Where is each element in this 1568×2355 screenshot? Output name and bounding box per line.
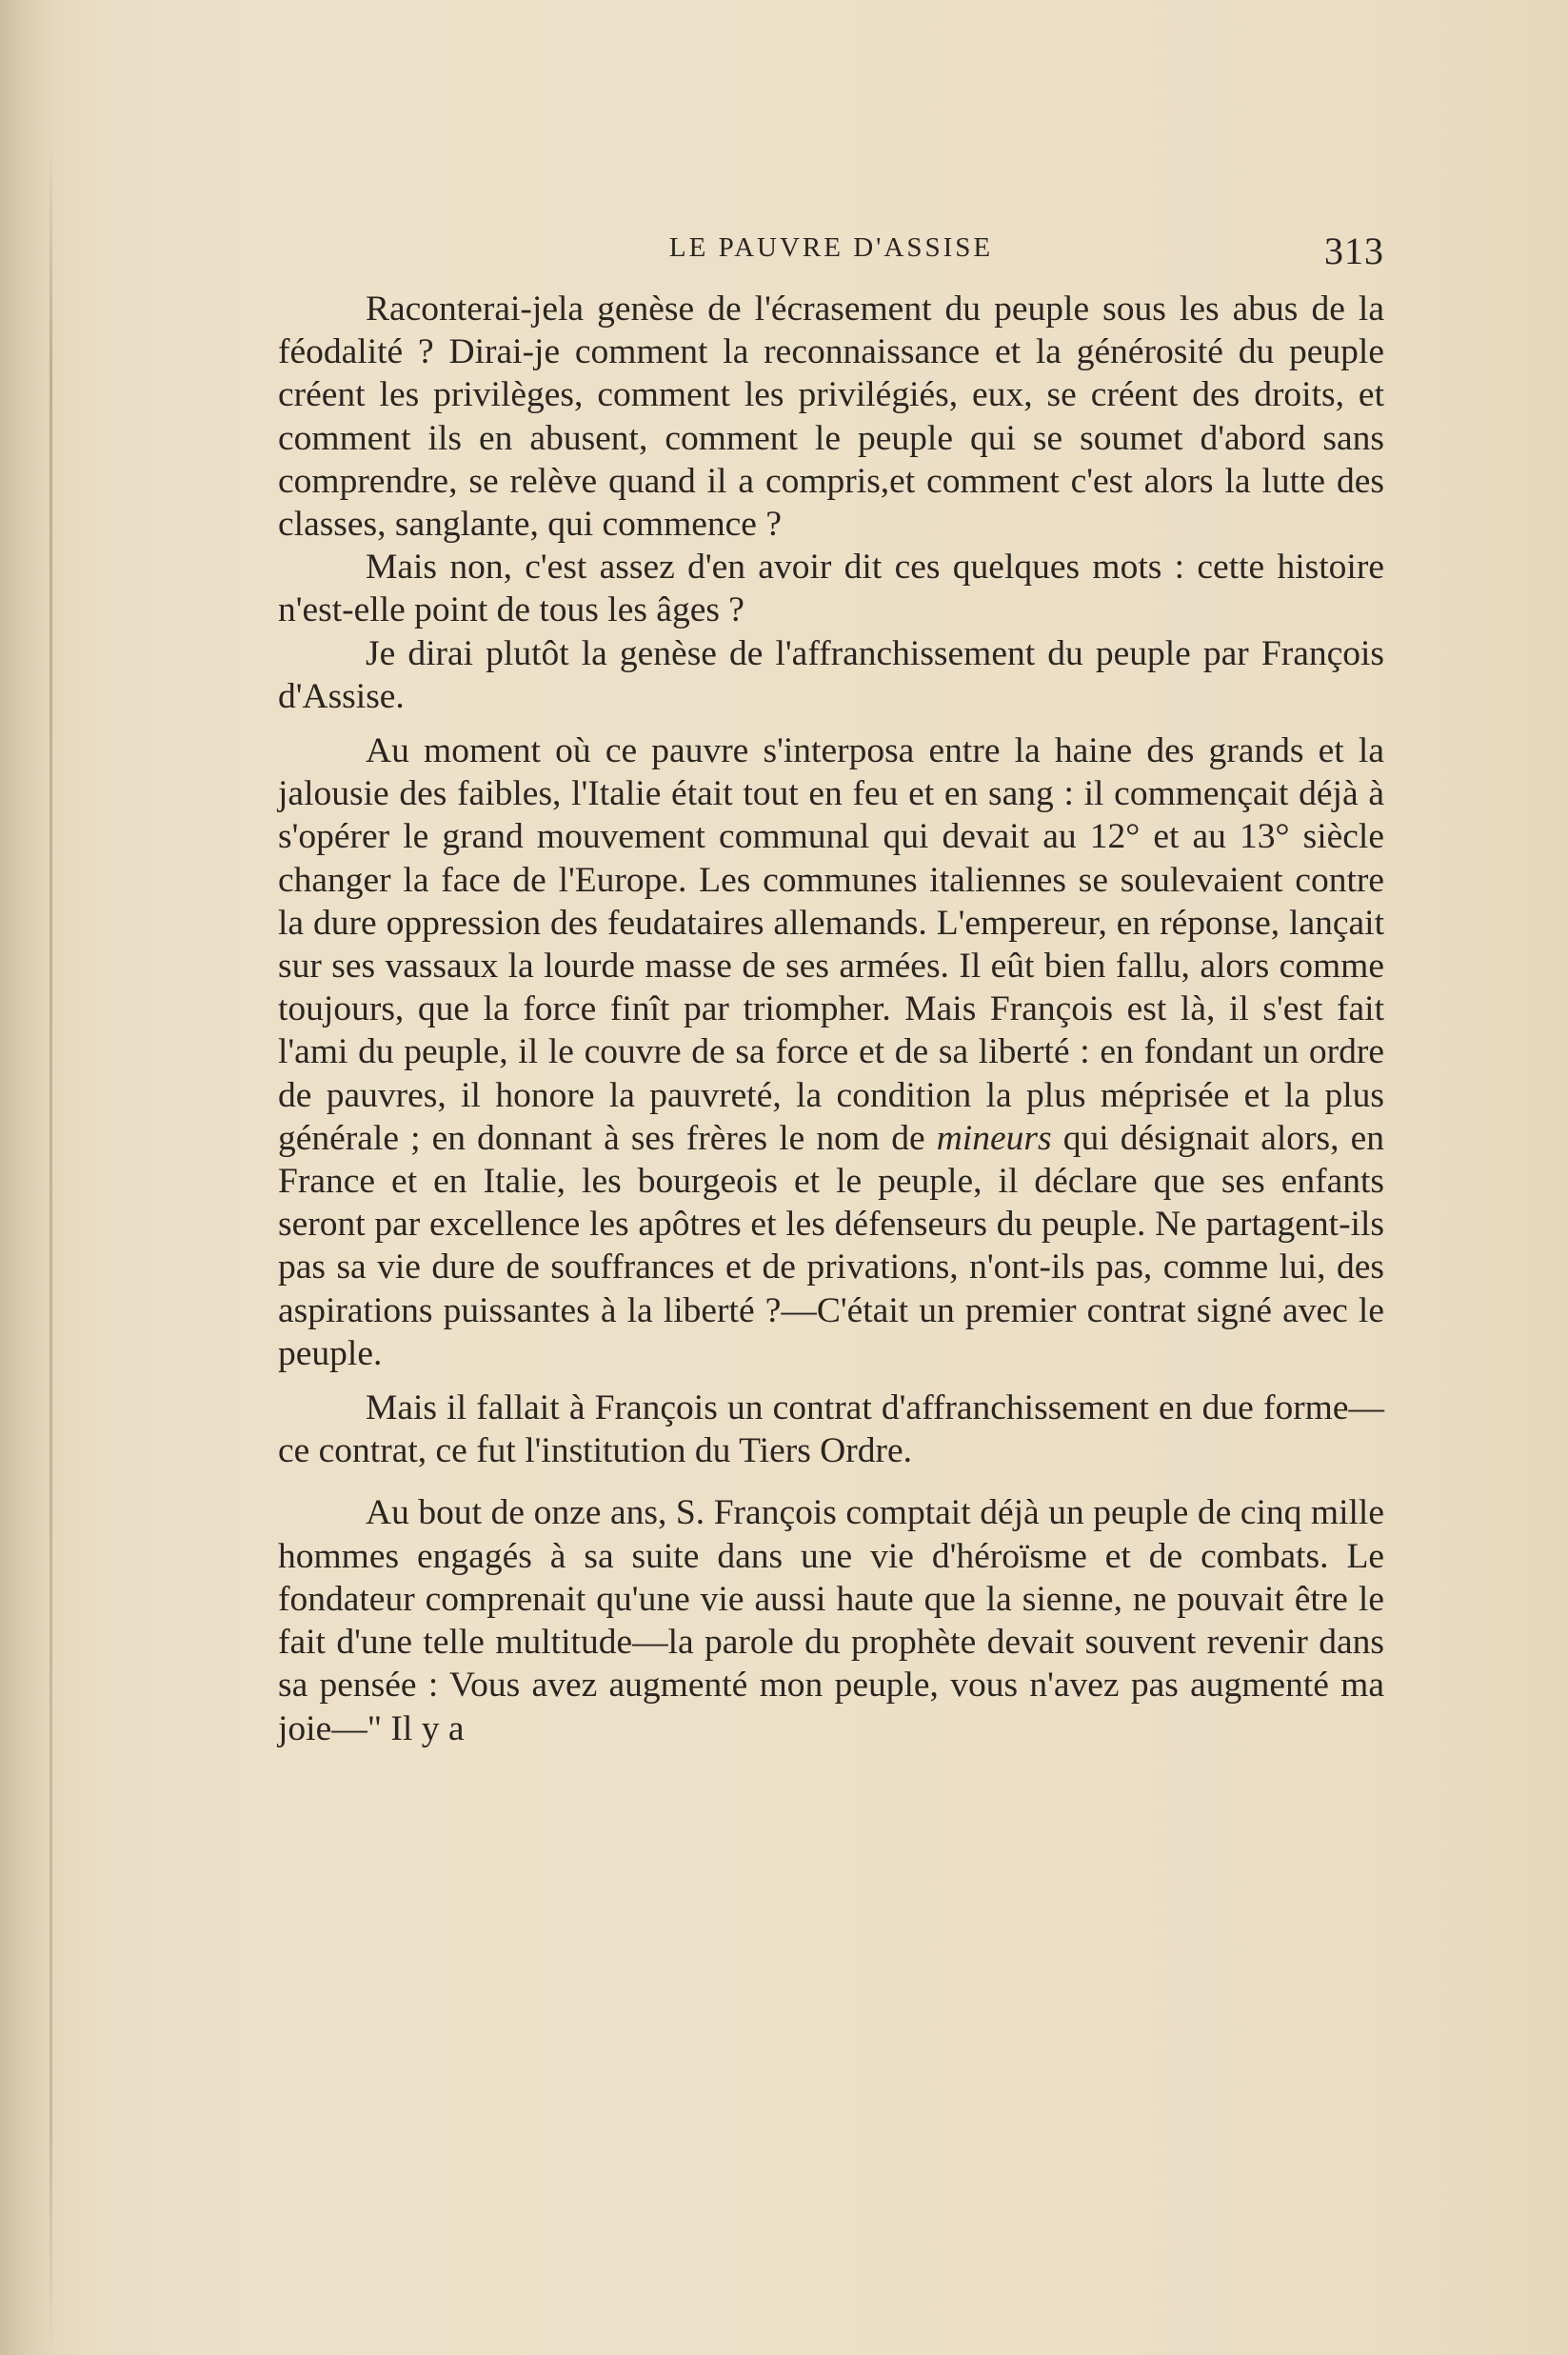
paragraph-2: Mais non, c'est assez d'en avoir dit ces quelques mots : cette histoire n'est-elle point de tous les âges ? bbox=[278, 548, 1384, 630]
running-head bbox=[278, 229, 1384, 272]
paragraph-4-text-before: Au moment où ce pauvre s'interposa entre la haine des grands et la jalousie des faibles, l'Italie était tout en feu et en sang : il commençait déjà à s'opérer le grand mouvement communal qui devait au 12° et au 13° siècle changer la face de l'Europe. Les communes italiennes se soulevaient contre la dure oppression des feudataires allemands. L'empereur, en réponse, lançait sur ses vassaux la lourde masse de ses armées. Il eût bien fallu, alors comme toujours, que la force finît par triompher. Mais François est là, il s'est fait l'ami du peuple, il le couvre de sa force et de sa liberté : en fondant un ordre de pauvres, il honore la pauvreté, la condition la plus méprisée et la plus générale ; en donnant à ses frères le nom de bbox=[278, 731, 1384, 1158]
paragraph-4 bbox=[278, 729, 1384, 1375]
paragraph-3: Je dirai plutôt la genèse de l'affranchissement du peuple par François d'Assise. bbox=[278, 633, 1384, 716]
paragraph-1: Raconterai-jela genèse de l'écrasement du peuple sous les abus de la féodalité ? Dirai-je comment la reconnaissance et la générosité du peuple créent les privilèges, comment les privilégiés, eux, se créent des droits, et comment ils en abusent, comment le peuple qui se soumet d'abord sans comprendre, se relève quand il a compris,et comment c'est alors la lutte des classes, sanglante, qui commence ? bbox=[278, 289, 1384, 545]
italic-mineurs: mineurs bbox=[936, 1118, 1052, 1158]
running-title: LE PAUVRE D'ASSISE bbox=[668, 232, 994, 263]
paragraph-6: Au bout de onze ans, S. François comptait déjà un peuple de cinq mille hommes engagés à sa suite dans une vie d'héroïsme et de combats. Le fondateur comprenait qu'une vie aussi haute que la sienne, ne pouvait être le fait d'une telle multitude—la parole du prophète devait souvent revenir dans sa pensée : Vous avez augmenté mon peuple, vous n'avez pas augmenté ma joie—" Il y a bbox=[278, 1493, 1384, 1748]
page-number: 313 bbox=[1324, 230, 1384, 272]
body-text bbox=[278, 288, 1384, 1750]
paragraph-4-text-after: qui désignait alors, en France et en Italie, les bourgeois et le peuple, il déclare que ses enfants seront par excellence les apôtres et les défenseurs du peuple. Ne partagent-ils pas sa vie dure de souffrances et de privations, n'ont-ils pas, comme lui, des aspirations puissantes à la liberté ?—C'était un premier contrat signé avec le peuple. bbox=[278, 1118, 1385, 1373]
page-gutter-shadow bbox=[50, 143, 52, 2355]
paragraph-5: Mais il fallait à François un contrat d'affranchissement en due forme—ce contrat, ce fut l'institution du Tiers Ordre. bbox=[278, 1388, 1384, 1471]
